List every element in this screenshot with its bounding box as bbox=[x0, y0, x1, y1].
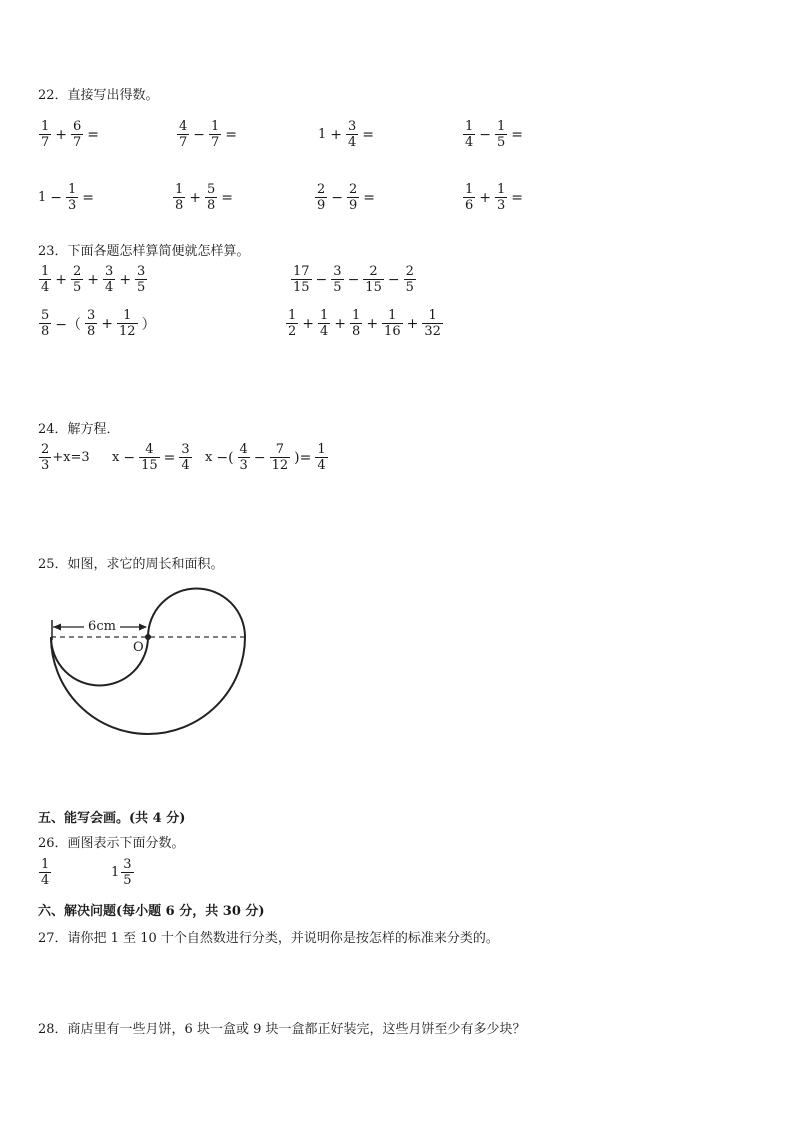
numerator: 6 bbox=[73, 119, 82, 134]
denominator: 12 bbox=[119, 324, 136, 339]
operator: )= bbox=[294, 449, 312, 466]
q28-title: 28．商店里有一些月饼，6 块一盒或 9 块一盒都正好装完，这些月饼至少有多少块？ bbox=[38, 1022, 526, 1037]
denominator: 15 bbox=[141, 458, 158, 473]
q22-expr bbox=[38, 120, 102, 149]
denominator: 8 bbox=[352, 324, 361, 339]
fraction bbox=[315, 443, 327, 472]
fraction bbox=[404, 265, 416, 294]
fraction bbox=[135, 265, 147, 294]
numerator: 1 bbox=[465, 119, 474, 134]
operator: − bbox=[387, 271, 400, 288]
denominator: 4 bbox=[41, 280, 50, 295]
q23-expr bbox=[38, 265, 148, 294]
denominator: 4 bbox=[320, 324, 329, 339]
numerator: 1 bbox=[41, 857, 50, 872]
fraction bbox=[463, 183, 475, 212]
q24-expr bbox=[205, 443, 329, 472]
operator: + bbox=[55, 271, 68, 288]
numerator: 1 bbox=[388, 308, 397, 323]
denominator: 4 bbox=[317, 458, 326, 473]
q24-expr bbox=[112, 443, 193, 472]
denominator: 2 bbox=[288, 324, 297, 339]
operator: + bbox=[334, 315, 347, 332]
fraction bbox=[495, 120, 507, 149]
fraction bbox=[139, 443, 160, 472]
operator: = bbox=[87, 126, 100, 143]
fraction bbox=[39, 120, 51, 149]
numerator: 1 bbox=[320, 308, 329, 323]
fraction bbox=[209, 120, 221, 149]
arrow-head-right bbox=[139, 624, 147, 631]
fraction bbox=[331, 265, 343, 294]
fraction bbox=[315, 183, 327, 212]
expression-text: x bbox=[205, 450, 213, 465]
operator: − bbox=[123, 449, 136, 466]
fraction bbox=[71, 265, 83, 294]
section-6-title: 六、解决问题(每小题 6 分，共 30 分) bbox=[38, 904, 265, 919]
operator: = bbox=[362, 126, 375, 143]
numerator: 4 bbox=[179, 119, 188, 134]
center-label: O bbox=[133, 640, 144, 655]
q22-title: 22．直接写出得数。 bbox=[38, 88, 159, 103]
denominator: 15 bbox=[293, 280, 310, 295]
numerator: 1 bbox=[352, 308, 361, 323]
spiral-figure bbox=[40, 580, 260, 740]
center-point bbox=[145, 634, 151, 640]
denominator: 7 bbox=[41, 135, 50, 150]
operator: = bbox=[221, 189, 234, 206]
fraction bbox=[350, 309, 362, 338]
denominator: 5 bbox=[405, 280, 414, 295]
fraction bbox=[39, 309, 51, 338]
operator: + bbox=[406, 315, 419, 332]
q22-expr bbox=[462, 120, 526, 149]
fraction bbox=[291, 265, 312, 294]
numerator: 3 bbox=[87, 308, 96, 323]
large-semicircle bbox=[51, 637, 245, 734]
denominator: 4 bbox=[181, 458, 190, 473]
operator: + bbox=[119, 271, 132, 288]
denominator: 5 bbox=[137, 280, 146, 295]
numerator: 4 bbox=[145, 442, 154, 457]
numerator: 7 bbox=[275, 442, 284, 457]
denominator: 5 bbox=[497, 135, 506, 150]
denominator: 3 bbox=[497, 198, 506, 213]
fraction bbox=[103, 265, 115, 294]
arrow-head-left bbox=[53, 624, 61, 631]
operator: − bbox=[50, 189, 63, 206]
denominator: 9 bbox=[349, 198, 358, 213]
numerator: 5 bbox=[207, 182, 216, 197]
operator: + bbox=[189, 189, 202, 206]
denominator: 9 bbox=[317, 198, 326, 213]
numerator: 2 bbox=[369, 264, 378, 279]
numerator: 1 bbox=[41, 119, 50, 134]
numerator: 3 bbox=[348, 119, 357, 134]
expression-text: 1 bbox=[318, 127, 327, 142]
q26-expr bbox=[38, 858, 52, 887]
operator: − bbox=[347, 271, 360, 288]
numerator: 3 bbox=[123, 857, 132, 872]
fraction bbox=[286, 309, 298, 338]
numerator: 1 bbox=[175, 182, 184, 197]
fraction bbox=[318, 309, 330, 338]
operator: = bbox=[163, 449, 176, 466]
numerator: 1 bbox=[428, 308, 437, 323]
fraction bbox=[173, 183, 185, 212]
denominator: 4 bbox=[348, 135, 357, 150]
numerator: 3 bbox=[105, 264, 114, 279]
operator: ） bbox=[141, 316, 156, 333]
denominator: 3 bbox=[239, 458, 248, 473]
radius-label: 6cm bbox=[88, 619, 116, 634]
denominator: 5 bbox=[333, 280, 342, 295]
q22-expr bbox=[172, 183, 236, 212]
operator: −( bbox=[216, 449, 234, 466]
operator: − bbox=[315, 271, 328, 288]
denominator: 5 bbox=[73, 280, 82, 295]
fraction bbox=[39, 265, 51, 294]
denominator: 8 bbox=[87, 324, 96, 339]
denominator: 4 bbox=[41, 873, 50, 888]
expression-text: x bbox=[112, 450, 120, 465]
expression-text: +x=3 bbox=[52, 450, 90, 465]
fraction bbox=[363, 265, 384, 294]
denominator: 15 bbox=[365, 280, 382, 295]
denominator: 6 bbox=[465, 198, 474, 213]
section-5-title: 五、能写会画。(共 4 分) bbox=[38, 811, 186, 826]
q23-expr bbox=[38, 309, 159, 338]
numerator: 1 bbox=[465, 182, 474, 197]
numerator: 5 bbox=[41, 308, 50, 323]
denominator: 4 bbox=[105, 280, 114, 295]
operator: = bbox=[511, 126, 524, 143]
fraction bbox=[117, 309, 138, 338]
numerator: 1 bbox=[123, 308, 132, 323]
fraction bbox=[71, 120, 83, 149]
denominator: 16 bbox=[384, 324, 401, 339]
fraction bbox=[177, 120, 189, 149]
fraction bbox=[270, 443, 291, 472]
numerator: 4 bbox=[239, 442, 248, 457]
denominator: 8 bbox=[175, 198, 184, 213]
numerator: 2 bbox=[405, 264, 414, 279]
operator: = bbox=[511, 189, 524, 206]
q25-title: 25．如图，求它的周长和面积。 bbox=[38, 557, 224, 572]
numerator: 17 bbox=[293, 264, 310, 279]
expression-text: 1 bbox=[111, 865, 120, 880]
numerator: 3 bbox=[333, 264, 342, 279]
fraction bbox=[463, 120, 475, 149]
fraction bbox=[382, 309, 403, 338]
numerator: 2 bbox=[73, 264, 82, 279]
q24-title: 24．解方程． bbox=[38, 422, 120, 437]
operator: − bbox=[253, 449, 266, 466]
numerator: 1 bbox=[68, 182, 77, 197]
numerator: 1 bbox=[317, 442, 326, 457]
denominator: 7 bbox=[211, 135, 220, 150]
q22-expr bbox=[318, 120, 377, 149]
fraction bbox=[346, 120, 358, 149]
operator: + bbox=[479, 189, 492, 206]
q26-title: 26．画图表示下面分数。 bbox=[38, 836, 185, 851]
numerator: 2 bbox=[41, 442, 50, 457]
fraction bbox=[66, 183, 78, 212]
q24-expr bbox=[38, 443, 91, 472]
operator: = bbox=[363, 189, 376, 206]
q22-expr bbox=[314, 183, 378, 212]
numerator: 1 bbox=[497, 119, 506, 134]
q27-title: 27．请你把 1 至 10 十个自然数进行分类，并说明你是按怎样的标准来分类的。 bbox=[38, 931, 499, 946]
operator: + bbox=[302, 315, 315, 332]
denominator: 32 bbox=[424, 324, 441, 339]
numerator: 1 bbox=[41, 264, 50, 279]
fraction bbox=[205, 183, 217, 212]
q22-expr bbox=[462, 183, 526, 212]
denominator: 3 bbox=[41, 458, 50, 473]
denominator: 3 bbox=[68, 198, 77, 213]
q22-expr bbox=[38, 183, 97, 212]
q23-title: 23．下面各题怎样算简便就怎样算。 bbox=[38, 244, 250, 259]
numerator: 1 bbox=[211, 119, 220, 134]
denominator: 7 bbox=[73, 135, 82, 150]
fraction bbox=[121, 858, 133, 887]
numerator: 1 bbox=[288, 308, 297, 323]
operator: + bbox=[87, 271, 100, 288]
operator: + bbox=[330, 126, 343, 143]
q23-expr bbox=[285, 309, 444, 338]
operator: − bbox=[479, 126, 492, 143]
q26-expr bbox=[111, 858, 135, 887]
denominator: 12 bbox=[271, 458, 289, 473]
q22-expr bbox=[176, 120, 240, 149]
fraction bbox=[238, 443, 250, 472]
numerator: 1 bbox=[497, 182, 506, 197]
operator: + bbox=[366, 315, 379, 332]
fraction bbox=[39, 443, 51, 472]
operator: = bbox=[225, 126, 238, 143]
fraction bbox=[39, 858, 51, 887]
numerator: 2 bbox=[349, 182, 358, 197]
denominator: 4 bbox=[465, 135, 474, 150]
fraction bbox=[179, 443, 191, 472]
denominator: 8 bbox=[41, 324, 50, 339]
denominator: 5 bbox=[123, 873, 132, 888]
expression-text: 1 bbox=[38, 190, 47, 205]
numerator: 3 bbox=[137, 264, 146, 279]
numerator: 3 bbox=[181, 442, 190, 457]
fraction bbox=[347, 183, 359, 212]
operator: + bbox=[55, 126, 68, 143]
operator: − bbox=[193, 126, 206, 143]
numerator: 2 bbox=[317, 182, 326, 197]
q23-expr bbox=[290, 265, 417, 294]
fraction bbox=[422, 309, 443, 338]
operator: + bbox=[101, 315, 114, 332]
fraction bbox=[495, 183, 507, 212]
operator: − bbox=[331, 189, 344, 206]
operator: −（ bbox=[55, 316, 82, 333]
upper-semicircle bbox=[148, 589, 245, 637]
fraction bbox=[85, 309, 97, 338]
denominator: 8 bbox=[207, 198, 216, 213]
denominator: 7 bbox=[179, 135, 188, 150]
operator: = bbox=[82, 189, 95, 206]
